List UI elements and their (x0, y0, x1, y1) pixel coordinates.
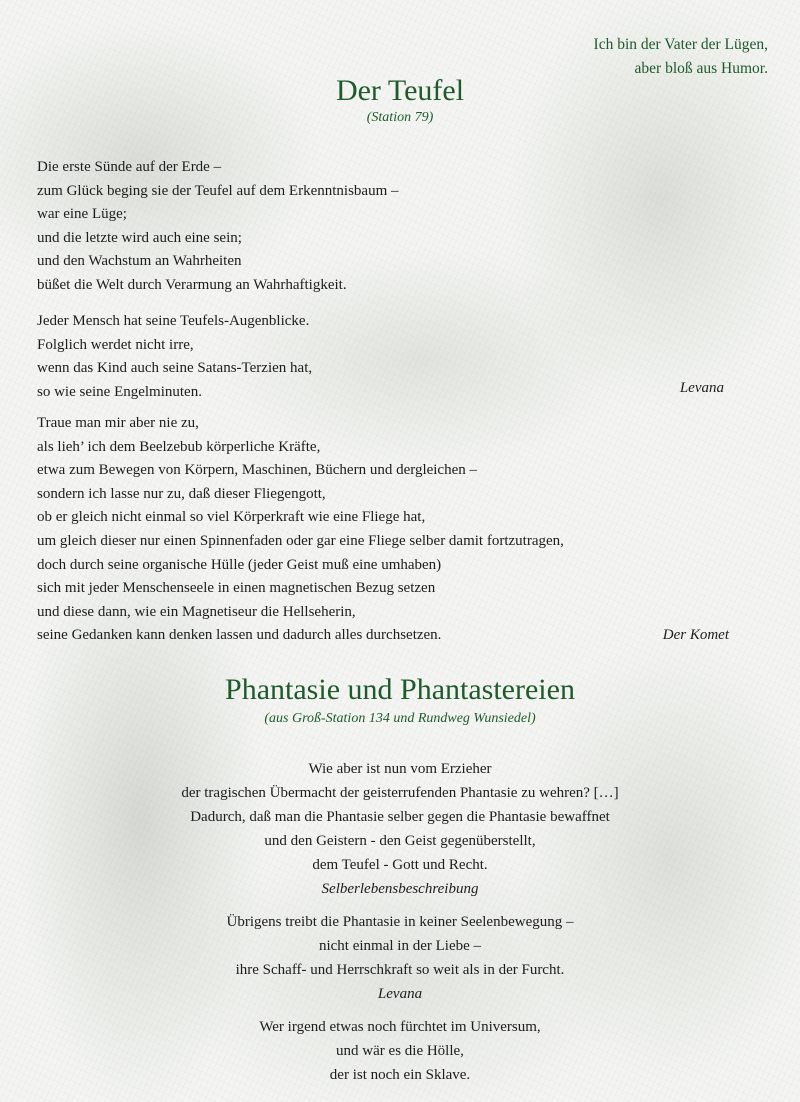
verse-line: Jeder Mensch hat seine Teufels-Augenblicke. (37, 313, 310, 329)
section-subtitle-source: (aus Groß-Station 134 und Rundweg Wunsiedel) (264, 711, 536, 726)
verse-line: ob er gleich nicht einmal so viel Körperkraft wie eine Fliege hat, (37, 509, 426, 526)
verse-line: Die erste Sünde auf der Erde – (37, 159, 222, 175)
verse-line: Dadurch, daß man die Phantasie selber gegen die Phantasie bewaffnet (190, 809, 610, 825)
verse-line: Wer irgend etwas noch fürchtet im Universum, (259, 1019, 541, 1035)
section-title-phantasie: Phantasie und Phantastereien (225, 673, 575, 706)
motto-line: aber bloß aus Humor. (634, 60, 768, 77)
verse-line: der tragischen Übermacht der geisterrufenden Phantasie zu wehren? […] (181, 785, 619, 801)
attribution: Der Komet (662, 627, 729, 643)
verse-line: Traue man mir aber nie zu, (37, 415, 199, 431)
verse-line: doch durch seine organische Hülle (jeder Geist muß eine umhaben) (37, 556, 442, 573)
verse-line: sich mit jeder Menschenseele in einen magnetischen Bezug setzen (37, 580, 436, 597)
verse-line: um gleich dieser nur einen Spinnenfaden oder gar eine Fliege selber damit fortzutragen, (37, 532, 564, 549)
verse-line: Folglich werdet nicht irre, (37, 336, 194, 353)
verse-line: wenn das Kind auch seine Satans-Terzien hat, (37, 360, 313, 377)
attribution: Levana (679, 380, 724, 396)
verse-line: als lieh’ ich dem Beelzebub körperliche Kräfte, (37, 438, 321, 455)
verse-line: Wie aber ist nun vom Erzieher (308, 761, 492, 777)
verse-line: ihre Schaff- und Herrschkraft so weit als in der Furcht. (235, 962, 565, 978)
verse-line: etwa zum Bewegen von Körpern, Maschinen, Büchern und dergleichen – (37, 462, 478, 479)
verse-line: Übrigens treibt die Phantasie in keiner Seelenbewegung – (226, 914, 574, 930)
verse-line: büßet die Welt durch Verarmung an Wahrhaftigkeit. (37, 276, 347, 293)
verse-line: dem Teufel - Gott und Recht. (312, 857, 488, 873)
stanza (37, 310, 312, 404)
section-title-teufel: Der Teufel (335, 74, 465, 107)
stanza (37, 412, 564, 648)
attribution: Levana (377, 986, 423, 1002)
verse-line: und den Wachstum an Wahrheiten (37, 253, 242, 270)
verse-line: so wie seine Engelminuten. (37, 383, 202, 400)
centered-quote (0, 757, 800, 901)
verse-line: nicht einmal in der Liebe – (318, 938, 482, 954)
verse-line: und die letzte wird auch eine sein; (37, 229, 242, 246)
stanza (37, 156, 399, 298)
section-subtitle-station: (Station 79) (366, 110, 434, 125)
verse-line: und diese dann, wie ein Magnetiseur die Hellseherin, (37, 603, 356, 620)
centered-quote (0, 1015, 800, 1087)
centered-quote (0, 910, 800, 1006)
attribution: Selberlebensbeschreibung (321, 881, 479, 897)
verse-line: und wär es die Hölle, (336, 1043, 464, 1059)
verse-line: sondern ich lasse nur zu, daß dieser Fliegengott, (37, 485, 326, 502)
verse-line: war eine Lüge; (37, 206, 127, 223)
verse-line: und den Geistern - den Geist gegenüberstellt, (264, 833, 536, 849)
verse-line: der ist noch ein Sklave. (329, 1067, 471, 1083)
verse-line: seine Gedanken kann denken lassen und dadurch alles durchsetzen. (37, 627, 442, 644)
motto-line: Ich bin der Vater der Lügen, (593, 36, 768, 53)
verse-line: zum Glück beging sie der Teufel auf dem Erkenntnisbaum – (37, 182, 399, 199)
